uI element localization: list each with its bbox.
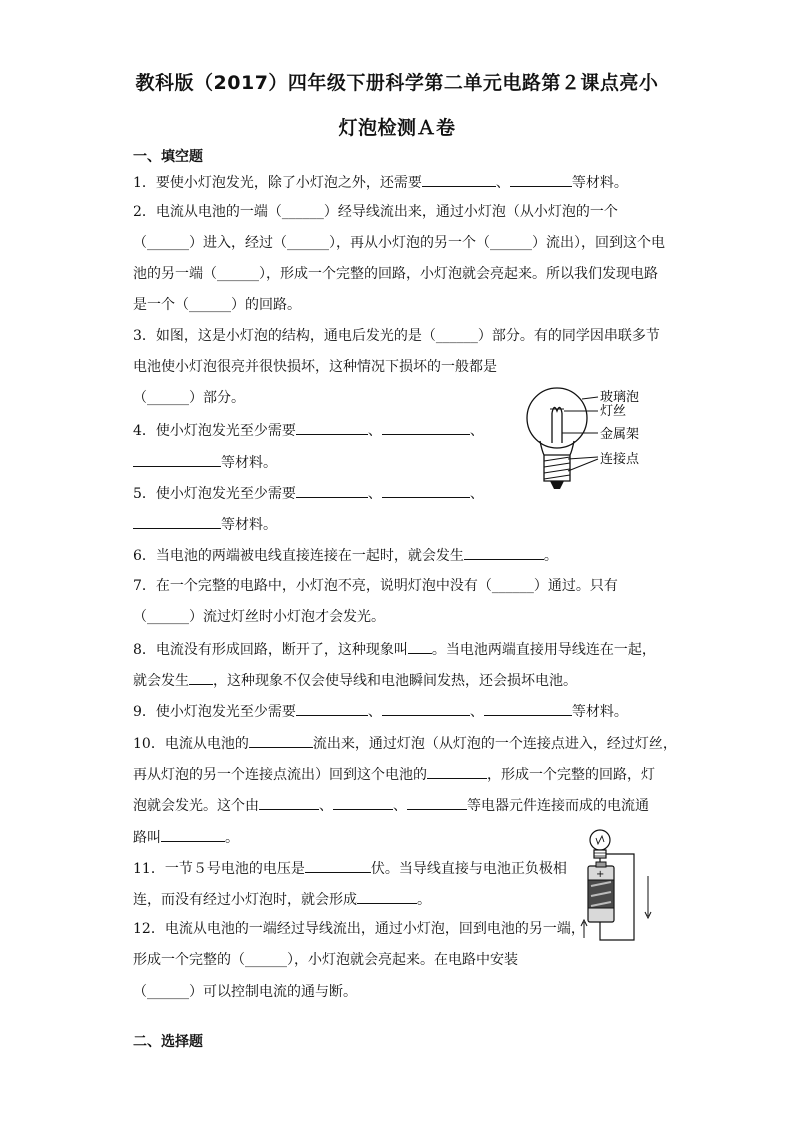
question-10-line-4 [133, 828, 239, 846]
q10-text-e: 泡就会发光。这个由 [133, 798, 259, 814]
q11-blank-2[interactable] [357, 890, 417, 904]
q4-text-d: 等材料。 [221, 455, 277, 471]
q8-text-d: ，这种现象不仅会使导线和电池瞬间发热，还会损坏电池。 [213, 673, 577, 689]
question-10-line-2 [133, 765, 655, 783]
q8-text-b: 。当电池两端直接用导线连在一起， [431, 642, 656, 658]
q6-blank[interactable] [464, 546, 544, 560]
question-3-line-1: 3．如图，这是小灯泡的结构，通电后发光的是（______）部分。有的同学因串联多节 [133, 328, 660, 344]
bulb-label-metal-frame: 金属架 [600, 427, 640, 442]
q4-text-c: 、 [469, 423, 484, 439]
q10-blank-6[interactable] [161, 828, 225, 842]
question-12-line-3: （______）可以控制电流的通与断。 [133, 984, 357, 1000]
q8-text-c: 就会发生 [133, 673, 189, 689]
question-1 [133, 173, 628, 191]
q4-blank-2[interactable] [382, 421, 470, 435]
battery-plus-sign: + [596, 869, 605, 880]
bulb-structure-figure [522, 383, 662, 498]
q9-text-b: 、 [367, 704, 382, 720]
bulb-label-filament: 灯丝 [600, 404, 627, 419]
bulb-diagram-icon [522, 383, 662, 498]
question-9 [133, 702, 628, 720]
section-heading-multiple-choice: 二、选择题 [133, 1034, 203, 1050]
question-5-line-2 [133, 515, 277, 533]
q1-blank-1[interactable] [422, 173, 496, 187]
q8-blank-2[interactable] [189, 671, 213, 685]
q5-text-a: 5．使小灯泡发光至少需要 [133, 486, 296, 502]
q10-text-i: 路叫 [133, 830, 161, 846]
question-3-line-3: （______）部分。 [133, 390, 245, 406]
question-4-line-2 [133, 453, 277, 471]
q10-blank-1[interactable] [249, 734, 313, 748]
q10-text-a: 10．电流从电池的 [133, 736, 249, 752]
q5-blank-3[interactable] [133, 515, 221, 529]
bulb-label-glass: 玻璃泡 [600, 390, 640, 405]
q11-blank-1[interactable] [305, 859, 371, 873]
question-7-line-2: （______）流过灯丝时小灯泡才会发光。 [133, 609, 385, 625]
q11-text-b: 伏。当导线直接与电池正负极相 [370, 861, 567, 877]
q10-text-g: 、 [393, 798, 407, 814]
question-10-line-1 [133, 734, 677, 752]
q8-blank-1[interactable] [408, 640, 432, 654]
q9-text-d: 等材料。 [571, 704, 628, 720]
q8-text-a: 8．电流没有形成回路，断开了，这种现象叫 [133, 642, 408, 658]
q4-text-a: 4．使小灯泡发光至少需要 [133, 423, 296, 439]
q11-text-c: 连，而没有经过小灯泡时，就会形成 [133, 892, 357, 908]
q1-text-c: 等材料。 [571, 175, 628, 191]
question-2-line-1: 2．电流从电池的一端（______）经导线流出来，通过小灯泡（从小灯泡的一个 [133, 204, 618, 220]
q10-text-f: 、 [319, 798, 333, 814]
question-6 [133, 546, 558, 564]
q9-text-c: 、 [469, 704, 484, 720]
q10-blank-2[interactable] [427, 765, 487, 779]
question-11-line-2 [133, 890, 431, 908]
q10-text-h: 等电器元件连接而成的电流通 [467, 798, 649, 814]
question-8-line-2 [133, 671, 577, 689]
q10-blank-5[interactable] [407, 796, 467, 810]
q5-blank-1[interactable] [296, 484, 368, 498]
q1-text-a: 1．要使小灯泡发光，除了小灯泡之外，还需要 [133, 175, 422, 191]
q10-text-d: ，形成一个完整的回路，灯 [487, 767, 655, 783]
q4-blank-3[interactable] [133, 453, 221, 467]
q10-text-b: 流出来，通过灯泡（从灯泡的一个连接点进入，经过灯丝， [312, 736, 677, 752]
q4-blank-1[interactable] [296, 421, 368, 435]
question-12-line-1: 12．电流从电池的一端经过导线流出，通过小灯泡，回到电池的另一端， [133, 921, 585, 937]
question-11-line-1 [133, 859, 567, 877]
q10-blank-4[interactable] [333, 796, 393, 810]
q5-text-b: 、 [367, 486, 382, 502]
q10-text-c: 再从灯泡的另一个连接点流出）回到这个电池的 [133, 767, 427, 783]
q9-blank-2[interactable] [382, 702, 470, 716]
q9-text-a: 9．使小灯泡发光至少需要 [133, 704, 296, 720]
q4-text-b: 、 [367, 423, 382, 439]
q10-blank-3[interactable] [259, 796, 319, 810]
question-3-line-2: 电池使小灯泡很亮并很快损坏，这种情况下损坏的一般都是 [133, 359, 497, 375]
q11-text-a: 11．一节５号电池的电压是 [133, 861, 305, 877]
q9-blank-1[interactable] [296, 702, 368, 716]
q10-text-j: 。 [225, 830, 239, 846]
q6-text-a: 6．当电池的两端被电线直接连接在一起时，就会发生 [133, 548, 464, 564]
page-title-line2: 灯泡检测Ａ卷 [338, 117, 456, 139]
question-2-line-4: 是一个（______）的回路。 [133, 297, 301, 313]
question-2-line-2: （______）进入，经过（______），再从小灯泡的另一个（______）流出），回到这个电 [133, 235, 665, 251]
q5-blank-2[interactable] [382, 484, 470, 498]
question-5-line-1 [133, 484, 484, 502]
page-title-line1: 教科版（2017）四年级下册科学第二单元电路第２课点亮小 [135, 72, 659, 94]
battery-circuit-figure [578, 826, 660, 946]
question-10-line-3 [133, 796, 649, 814]
battery-circuit-icon [578, 826, 660, 946]
question-12-line-2: 形成一个完整的（______），小灯泡就会亮起来。在电路中安装 [133, 952, 518, 968]
section-heading-fill-blank: 一、填空题 [133, 149, 203, 165]
q9-blank-3[interactable] [484, 702, 572, 716]
bulb-label-contact: 连接点 [600, 452, 640, 467]
question-4-line-1 [133, 421, 484, 439]
q5-text-d: 等材料。 [221, 517, 277, 533]
q6-text-b: 。 [543, 548, 558, 564]
question-8-line-1 [133, 640, 656, 658]
q1-text-b: 、 [495, 175, 510, 191]
q1-blank-2[interactable] [510, 173, 572, 187]
q11-text-d: 。 [417, 892, 431, 908]
q5-text-c: 、 [469, 486, 484, 502]
question-7-line-1: 7．在一个完整的电路中，小灯泡不亮，说明灯泡中没有（______）通过。只有 [133, 578, 618, 594]
question-2-line-3: 池的另一端（______），形成一个完整的回路，小灯泡就会亮起来。所以我们发现电路 [133, 266, 658, 282]
